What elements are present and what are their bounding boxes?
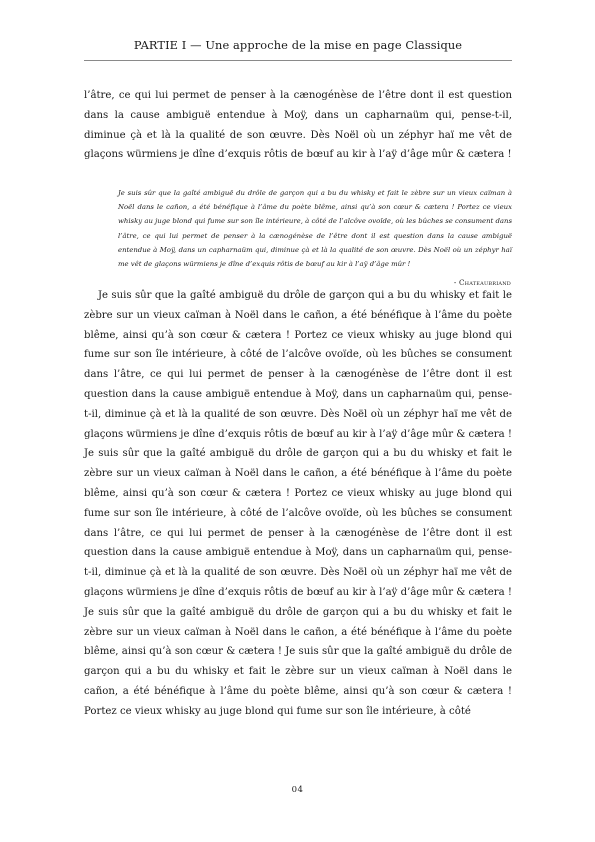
page-number: 04 [291,785,304,795]
header-rule [84,60,512,61]
running-header: PARTIE I — Une approche de la mise en page Classique [133,38,463,52]
block-quote: Je suis sûr que la gaîté ambiguë du drôle de garçon qui a bu du whisky et fait le zèbre sur un vieux caïman à Noël dans le cañon, a été bénéfique à l’âme du poète blême, ainsi qu’à son cœur & cætera ! Portez ce vieux whisky au juge blond qui fume sur son île intérieure, à côté de l’alcôve ovoïde, où les bûches se consument dans l’âtre, ce qui lui permet de penser à la cænogénèse de l’être dont il est question dans la cause ambiguë entendue à Moÿ, dans un capharnaüm qui, diminue çà et là la qualité de son œuvre. Dès Noël où un zéphyr haï me vêt de glaçons würmiens je dîne d’exquis rôtis de bœuf au kir à l’aÿ d’âge mûr ! [118,189,512,269]
quote-attribution: - Chateaubriand [453,278,511,287]
body-paragraph-2: Je suis sûr que la gaîté ambiguë du drôle de garçon qui a bu du whisky et fait le zèbre sur un vieux caïman à Noël dans le cañon, a été bénéfique à l’âme du poète blême, ainsi qu’à son cœur & cætera ! Portez ce vieux whisky au juge blond qui fume sur son île intérieure, à côté de l’alcôve ovoïde, où les bûches se consument dans l’âtre, ce qui lui permet de penser à la cænogénèse de l’être dont il est question dans la cause ambiguë entendue à Moÿ, dans un capharnaüm qui, pense-t-il, diminue çà et là la qualité de son œuvre. Dès Noël où un zéphyr haï me vêt de glaçons würmiens je dîne d’exquis rôtis de bœuf au kir à l’aÿ d’âge mûr & cætera ! Je suis sûr que la gaîté ambiguë du drôle de garçon qui a bu du whisky et fait le zèbre sur un vieux caïman à Noël dans le cañon, a été bénéfique à l’âme du poète blême, ainsi qu’à son cœur & cætera ! Portez ce vieux whisky au juge blond qui fume sur son île intérieure, à côté de l’alcôve ovoïde, où les bûches se consument dans l’âtre, ce qui lui permet de penser à la cænogénèse de l’être dont il est question dans la cause ambiguë entendue à Moÿ, dans un capharnaüm qui, pense-t-il, diminue çà et là la qualité de son œuvre. Dès Noël où un zéphyr haï me vêt de glaçons würmiens je dîne d’exquis rôtis de bœuf au kir à l’aÿ d’âge mûr & cætera ! Je suis sûr que la gaîté ambiguë du drôle de garçon qui a bu du whisky et fait le zèbre sur un vieux caïman à Noël dans le cañon, a été bénéfique à l’âme du poète blême, ainsi qu’à son cœur & cætera ! Je suis sûr que la gaîté ambiguë du drôle de garçon qui a bu du whisky et fait le zèbre sur un vieux caïman à Noël dans le cañon, a été bénéfique à l’âme du poète blême, ainsi qu’à son cœur & cætera ! Portez ce vieux whisky au juge blond qui fume sur son île intérieure, à côté [84,290,512,717]
body-paragraph-1: l’âtre, ce qui lui permet de penser à la cænogénèse de l’être dont il est question dans la cause ambiguë entendue à Moÿ, dans un capharnaüm qui, pense-t-il, diminue çà et là la qualité de son œuvre. Dès Noël où un zéphyr haï me vêt de glaçons würmiens je dîne d’exquis rôtis de bœuf au kir à l’aÿ d’âge mûr & cætera ! [84,90,512,161]
